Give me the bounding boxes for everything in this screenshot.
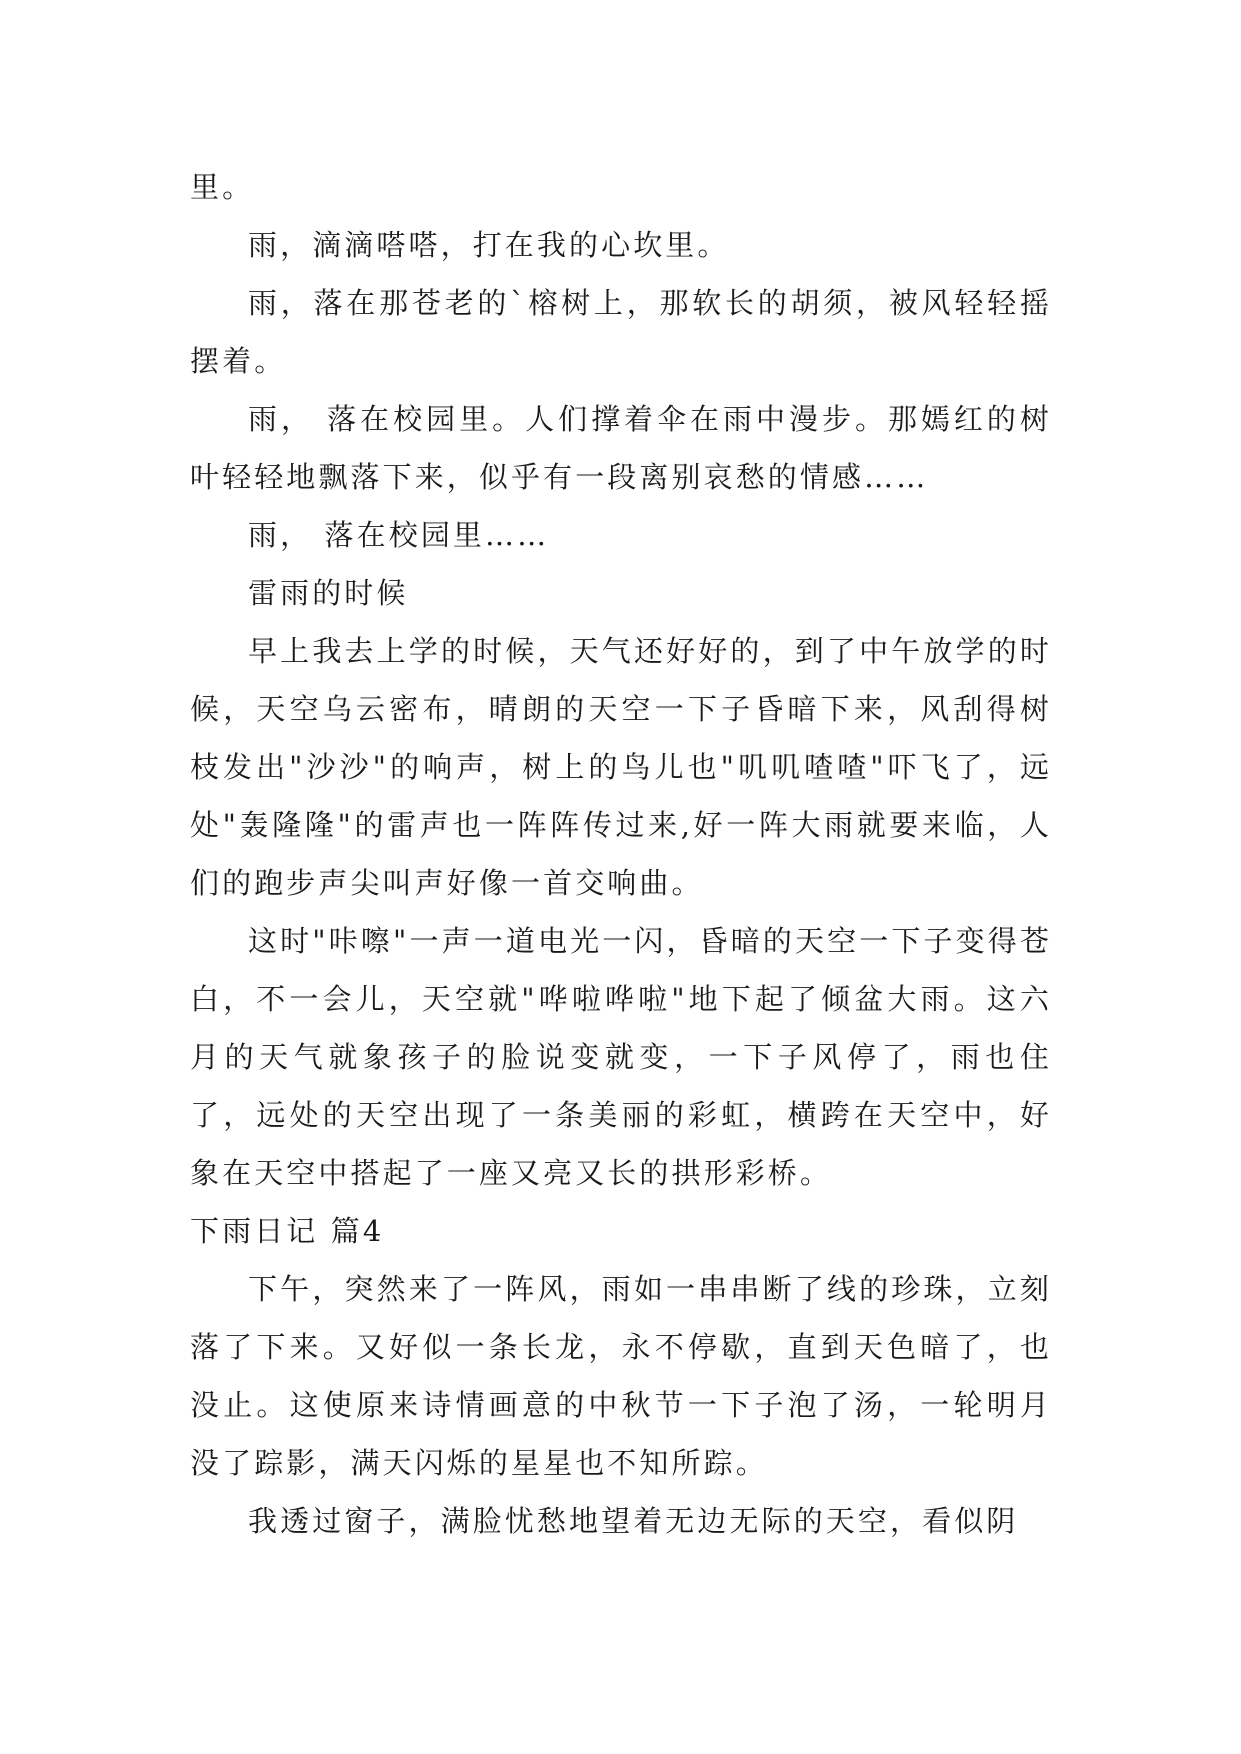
paragraph: 早上我去上学的时候，天气还好好的，到了中午放学的时候，天空乌云密布，晴朗的天空一下子昏暗下来，风刮得树枝发出"沙沙"的响声，树上的鸟儿也"叽叽喳喳"吓飞了，远处"轰隆隆"的雷声也一阵阵传过来,好一阵大雨就要来临，人们的跑步声尖叫声好像一首交响曲。 xyxy=(190,634,1052,900)
paragraph: 下午，突然来了一阵风，雨如一串串断了线的珍珠，立刻落了下来。又好似一条长龙，永不停歇，直到天色暗了，也没止。这使原来诗情画意的中秋节一下子泡了汤，一轮明月没了踪影，满天闪烁的星星也不知所踪。 xyxy=(190,1272,1052,1480)
paragraph: 这时"咔嚓"一声一道电光一闪，昏暗的天空一下子变得苍白，不一会儿，天空就"哗啦哗啦"地下起了倾盆大雨。这六月的天气就象孩子的脸说变就变，一下子风停了，雨也住了，远处的天空出现了一条美丽的彩虹，横跨在天空中，好象在天空中搭起了一座又亮又长的拱形彩桥。 xyxy=(190,924,1052,1190)
paragraph: 雨，落在那苍老的`榕树上，那软长的胡须，被风轻轻摇摆着。 xyxy=(190,286,1052,378)
document-body xyxy=(190,158,1052,1550)
paragraph: 雨， 落在校园里…… xyxy=(248,518,550,552)
paragraph: 我透过窗子，满脸忧愁地望着无边无际的天空，看似阴 xyxy=(248,1504,1019,1538)
paragraph-continuation: 里。 xyxy=(190,170,255,204)
paragraph: 雨， 落在校园里。人们撑着伞在雨中漫步。那嫣红的树叶轻轻地飘落下来，似乎有一段离别哀愁的情感…… xyxy=(190,402,1052,494)
section-heading: 下雨日记 篇4 xyxy=(190,1214,385,1248)
section-subtitle: 雷雨的时候 xyxy=(248,576,409,610)
paragraph: 雨，滴滴嗒嗒，打在我的心坎里。 xyxy=(248,228,730,262)
